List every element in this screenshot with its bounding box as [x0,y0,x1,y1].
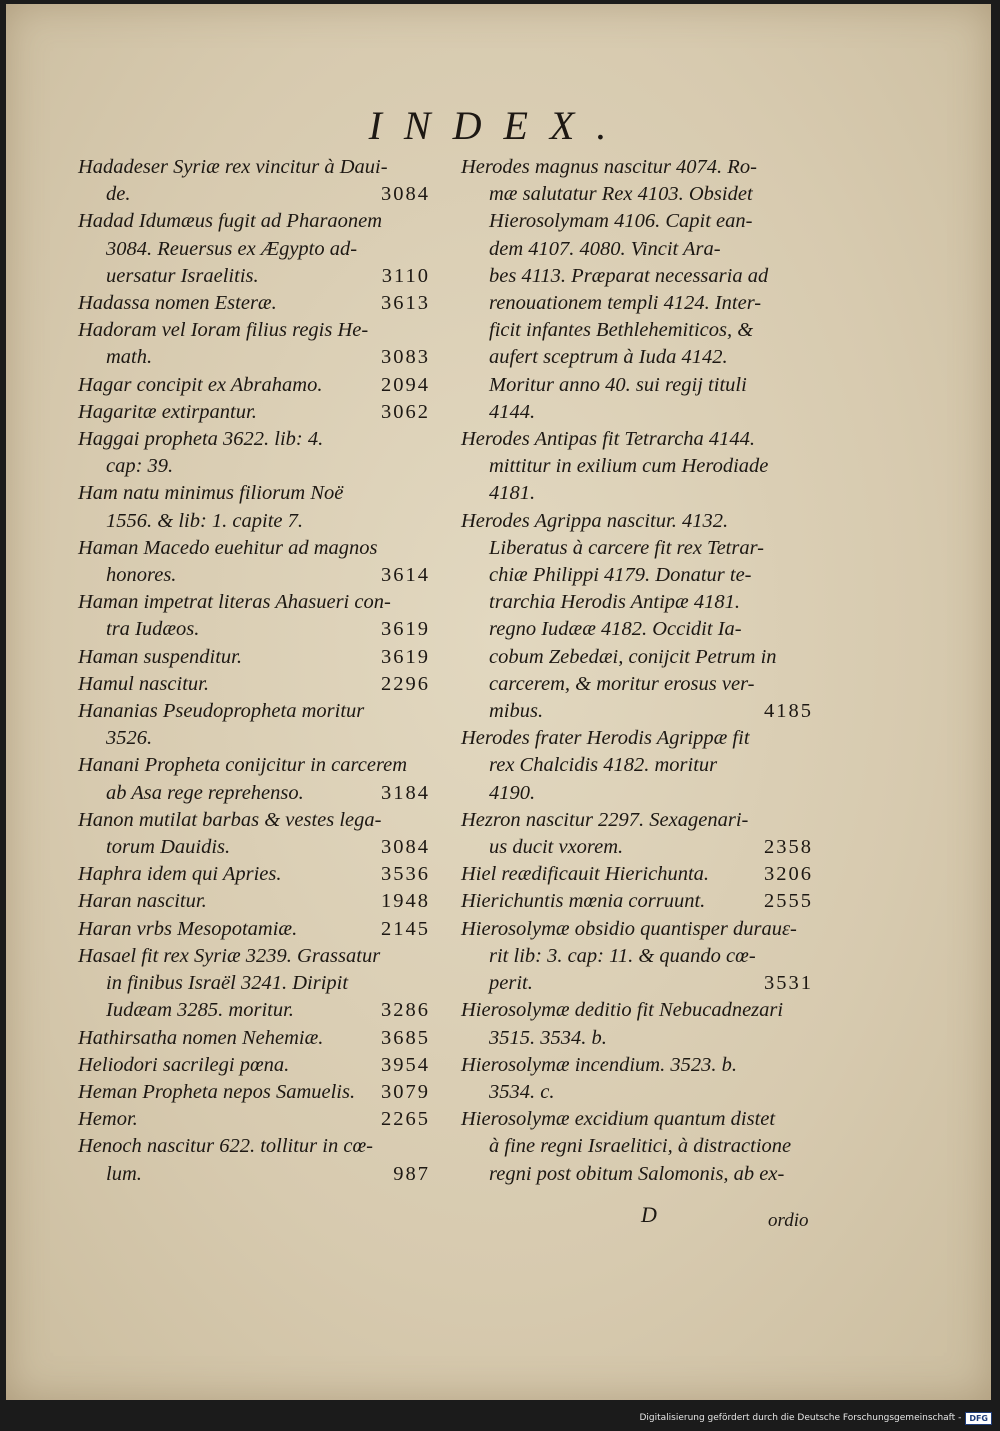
entry-text: de. [106,183,131,206]
index-entry [461,1106,813,1188]
entry-text: Iudæam 3285. moritur. [106,999,294,1022]
entry-headword-line: Hanani Propheta conijcitur in carcerem [78,754,408,777]
entry-continuation-line: 4190. [489,781,536,804]
entry-continuation-line [78,344,430,371]
footer-text: Digitalisierung gefördert durch die Deutsche Forschungsgemeinschaft - [639,1413,962,1423]
entry-headword-line [78,644,430,671]
index-entry [461,1052,813,1106]
entry-text: honores. [106,564,177,587]
entry-headword-line: Hezron nascitur 2297. Sexagenari- [461,808,749,831]
entry-headword-line: Hierosolymæ obsidio quantisper durauε- [461,917,797,940]
entry-continuation-line: aufert sceptrum à Iuda 4142. [489,346,728,369]
entry-continuation-line [461,698,813,725]
index-entry [78,589,430,643]
page-reference: 3184 [381,781,430,804]
entry-text: perit. [489,972,533,995]
entry-continuation-line: rit lib: 3. cap: 11. & quando cœ- [489,944,756,967]
entry-continuation-line: à fine regni Israelitici, à distractione [489,1135,792,1158]
entry-continuation-line [78,834,430,861]
index-entry [78,208,430,290]
entry-headword-line [78,1052,430,1079]
page-reference: 4185 [764,700,813,723]
entry-continuation-line: mæ salutatur Rex 4103. Obsidet [489,183,753,206]
entry-continuation-line: Hierosolymam 4106. Capit ean- [489,210,753,233]
entry-headword-line [78,1106,430,1133]
entry-continuation-line [461,970,813,997]
entry-continuation-line: cap: 39. [106,455,174,478]
index-entry [78,154,430,208]
page-reference: 3083 [381,346,430,369]
entry-text: Hagaritæ extirpantur. [78,400,257,423]
index-entry [78,861,430,888]
entry-text: Haran nascitur. [78,890,207,913]
entry-text: math. [106,346,153,369]
page-reference: 3062 [381,400,430,423]
index-entry [78,1025,430,1052]
entry-text: mibus. [489,700,544,723]
entry-headword-line: Hierosolymæ deditio fit Nebucadnezari [461,999,784,1022]
entry-continuation-line [78,780,430,807]
index-entry [461,997,813,1051]
dfg-logo-icon: DFG [965,1412,992,1425]
index-entry [78,1133,430,1187]
digitization-footer [639,1411,992,1425]
index-entry [78,671,430,698]
index-entry [78,317,430,371]
page-reference: 2145 [381,917,430,940]
signature-mark: D [641,1202,657,1227]
entry-continuation-line: trarchia Herodis Antipæ 4181. [489,591,740,614]
entry-headword-line: Hadoram vel Ioram filius regis He- [78,319,369,342]
entry-continuation-line: cobum Zebedæi, conijcit Petrum in [489,645,777,668]
index-column-left [78,154,430,1188]
entry-continuation-line [78,181,430,208]
entry-continuation-line: 3084. Reuersus ex Ægypto ad- [106,237,358,260]
entry-headword-line [78,372,430,399]
entry-text: Haphra idem qui Apries. [78,863,282,886]
entry-continuation-line: in finibus Israël 3241. Diripit [106,972,349,995]
entry-headword-line: Haman Macedo euehitur ad magnos [78,536,378,559]
entry-continuation-line: 3534. c. [489,1080,555,1103]
index-entry [78,698,430,752]
index-entry [78,535,430,589]
entry-text: Heman Propheta nepos Samuelis. [78,1080,356,1103]
entry-text: ab Asa rege reprehenso. [106,781,304,804]
page-reference: 3531 [764,972,813,995]
index-entry [461,861,813,888]
entry-text: tra Iudæos. [106,618,200,641]
entry-continuation-line: regno Iudææ 4182. Occidit Ia- [489,618,742,641]
page-reference: 3084 [381,183,430,206]
entry-headword-line: Hierosolymæ excidium quantum distet [461,1108,776,1131]
index-entry [78,480,430,534]
entry-text: us ducit vxorem. [489,836,624,859]
index-entry [461,916,813,998]
index-entry [78,426,430,480]
entry-headword-line [461,888,813,915]
page-reference: 3619 [381,618,430,641]
entry-headword-line: Ham natu minimus filiorum Noë [78,482,344,505]
entry-continuation-line: 3515. 3534. b. [489,1026,607,1049]
scanned-page [6,4,991,1400]
page-reference: 3614 [381,564,430,587]
entry-headword-line: Haman impetrat literas Ahasueri con- [78,591,391,614]
index-entry [461,888,813,915]
entry-continuation-line: 1556. & lib: 1. capite 7. [106,509,304,532]
entry-continuation-line: Liberatus à carcere fit rex Tetrar- [489,536,764,559]
index-entry [78,752,430,806]
entry-continuation-line [461,834,813,861]
entry-text: Hemor. [78,1108,138,1131]
index-entry [78,916,430,943]
entry-continuation-line [78,1161,430,1188]
page-reference: 3079 [381,1080,430,1103]
index-entry [78,290,430,317]
entry-continuation-line: renouationem templi 4124. Inter- [489,292,762,315]
index-entry [78,372,430,399]
entry-headword-line [78,1079,430,1106]
entry-text: Hathirsatha nomen Nehemiæ. [78,1026,324,1049]
page-reference: 2296 [381,672,430,695]
page-reference: 2265 [381,1108,430,1131]
page-reference: 3536 [381,863,430,886]
entry-continuation-line [78,616,430,643]
entry-continuation-line: ficit infantes Bethlehemiticos, & [489,319,754,342]
entry-headword-line: Haggai propheta 3622. lib: 4. [78,428,324,451]
entry-headword-line: Hasael fit rex Syriæ 3239. Grassatur [78,944,381,967]
index-column-right [461,154,813,1188]
page-reference: 2358 [764,836,813,859]
entry-headword-line: Herodes frater Herodis Agrippæ fit [461,727,750,750]
entry-continuation-line: 3526. [106,727,153,750]
page-title: INDEX. [368,103,629,148]
entry-headword-line [78,888,430,915]
entry-headword-line: Herodes Agrippa nascitur. 4132. [461,509,729,532]
entry-headword-line: Herodes magnus nascitur 4074. Ro- [461,156,757,178]
entry-continuation-line: mittitur in exilium cum Herodiade [489,455,769,478]
page-reference: 987 [393,1162,430,1185]
entry-continuation-line [78,562,430,589]
entry-text: Haman suspenditur. [78,645,243,668]
entry-text: Hamul nascitur. [78,672,209,695]
entry-headword-line: Hadadeser Syriæ rex vincitur à Daui- [78,156,388,178]
entry-headword-line: Herodes Antipas fit Tetrarcha 4144. [461,428,756,451]
index-entry [78,807,430,861]
index-entry [461,426,813,508]
page-reference: 3084 [381,836,430,859]
index-entry [461,725,813,807]
catchword: ordio [768,1210,809,1231]
index-entry [461,508,813,726]
page-reference: 3685 [381,1026,430,1049]
entry-continuation-line: carcerem, & moritur erosus ver- [489,672,755,695]
page-reference: 3954 [381,1053,430,1076]
entry-headword-line: Henoch nascitur 622. tollitur in cœ- [78,1135,373,1158]
entry-text: Hiel reædificauit Hierichunta. [461,863,710,886]
page-reference: 3286 [381,999,430,1022]
index-entry [78,1106,430,1133]
index-entry [78,943,430,1025]
entry-continuation-line: chiæ Philippi 4179. Donatur te- [489,564,752,587]
entry-headword-line: Hanon mutilat barbas & vestes lega- [78,808,382,831]
entry-text: lum. [106,1162,142,1185]
entry-headword-line [78,399,430,426]
page-reference: 2555 [764,890,813,913]
entry-headword-line: Hananias Pseudopropheta moritur [78,700,365,723]
entry-headword-line [78,290,430,317]
entry-text: uersatur Israelitis. [106,264,259,287]
entry-headword-line [78,671,430,698]
entry-headword-line: Hadad Idumæus fugit ad Pharaonem [78,210,383,233]
page-reference: 2094 [381,373,430,396]
page-reference: 3206 [764,863,813,886]
entry-text: Haran vrbs Mesopotamiæ. [78,917,298,940]
entry-continuation-line [78,997,430,1024]
entry-continuation-line [78,263,430,290]
page-reference: 3110 [381,264,430,287]
entry-continuation-line: dem 4107. 4080. Vincit Ara- [489,237,721,260]
index-entry [461,807,813,861]
entry-text: Hierichuntis mœnia corruunt. [461,890,706,913]
entry-headword-line [461,861,813,888]
entry-continuation-line: regni post obitum Salomonis, ab ex- [489,1162,785,1185]
page-reference: 1948 [381,890,430,913]
page-reference: 3613 [381,292,430,315]
entry-headword-line [78,861,430,888]
index-entry [78,888,430,915]
entry-continuation-line: Moritur anno 40. sui regij tituli [489,373,747,396]
entry-headword-line [78,916,430,943]
entry-text: Hadassa nomen Esteræ. [78,292,277,315]
entry-text: Hagar concipit ex Abrahamo. [78,373,323,396]
entry-continuation-line: 4144. [489,400,536,423]
entry-headword-line [78,1025,430,1052]
entry-text: Heliodori sacrilegi pœna. [78,1053,290,1076]
index-entry [78,399,430,426]
page-reference: 3619 [381,645,430,668]
index-entry [78,1052,430,1079]
index-entry [461,154,813,426]
entry-continuation-line: rex Chalcidis 4182. moritur [489,754,718,777]
entry-continuation-line: 4181. [489,482,536,505]
entry-continuation-line: bes 4113. Præparat necessaria ad [489,264,769,287]
entry-text: torum Dauidis. [106,836,231,859]
entry-headword-line: Hierosolymæ incendium. 3523. b. [461,1053,737,1076]
index-entry [78,644,430,671]
index-entry [78,1079,430,1106]
